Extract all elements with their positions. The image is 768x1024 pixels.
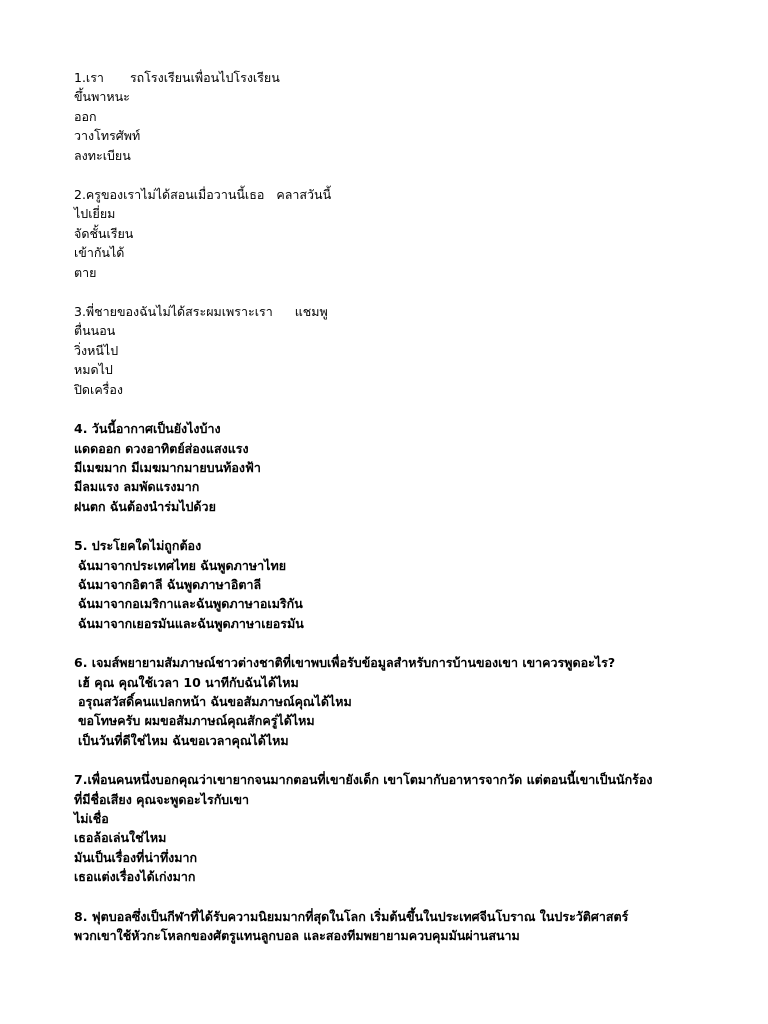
question-1-prompt-start: 1.เรา [74,70,104,85]
question-4-option-2: มีเมฆมาก มีเมฆมากมายบนท้องฟ้า [74,459,261,475]
question-2 [74,185,714,282]
question-3-option-2: วิ่งหนีไป [74,342,119,358]
question-7-option-1: ไม่เชื่อ [74,811,109,826]
question-3-prompt-start: 3.พี่ชายของฉันไม่ได้สระผมเพราะเรา [74,304,273,320]
question-7 [74,770,714,886]
question-1-option-1: ขึ้นพาหนะ [74,89,130,105]
question-8 [74,907,714,946]
question-2-option-2: จัดชั้นเรียน [74,225,134,241]
question-7-option-3: มันเป็นเรื่องที่น่าทึ่งมาก [74,849,198,865]
question-8-prompt-line-1: 8. ฟุตบอลซึ่งเป็นกีฬาที่ได้รับความนิยมมากที่สุดในโลก เริ่มต้นขึ้นในประเทศจีนโบราณ ในประวัติศาสตร์ [74,908,629,924]
question-2-option-3: เข้ากันได้ [74,245,125,261]
question-7-prompt-line-2: ที่มีชื่อเสียง คุณจะพูดอะไรกับเขา [74,791,250,807]
question-3 [74,302,714,399]
document-page [74,68,714,965]
question-3-prompt [74,302,714,321]
question-5-option-2: ฉันมาจากอิตาลี ฉันพูดภาษาอิตาลี [78,576,262,592]
question-6-prompt: 6. เจมส์พยายามสัมภาษณ์ชาวต่างชาติที่เขาพบเพื่อรับข้อมูลสำหรับการบ้านของเขา เขาควรพูดอะไร? [74,655,616,671]
question-3-option-1: ตื่นนอน [74,323,116,339]
question-5 [74,536,714,633]
question-7-option-4: เธอแต่งเรื่องได้เก่งมาก [74,869,196,885]
question-6-option-3: ขอโทษครับ ผมขอสัมภาษณ์คุณสักครู่ได้ไหม [78,713,315,729]
question-1-prompt [74,68,714,87]
question-3-option-4: ปิดเครื่อง [74,381,124,397]
question-3-option-3: หมดไป [74,362,113,378]
question-6-option-2: อรุณสวัสดิ์คนแปลกหน้า ฉันขอสัมภาษณ์คุณได้ไหม [78,693,352,709]
question-7-option-2: เธอล้อเล่นใช่ไหม [74,830,167,846]
question-1-option-3: วางโทรศัพท์ [74,128,141,144]
question-2-prompt-end: คลาสวันนี้ [276,187,332,203]
question-5-option-1: ฉันมาจากประเทศไทย ฉันพูดภาษาไทย [78,557,287,573]
question-3-prompt-end: แชมพู [294,304,328,320]
question-2-prompt-start: 2.ครูของเราไม่ได้สอนเมื่อวานนี้เธอ [74,187,265,203]
question-7-prompt-line-1: 7.เพื่อนคนหนึ่งบอกคุณว่าเขายากจนมากตอนที่เขายังเด็ก เขาโตมากับอาหารจากวัด แต่ตอนนี้เขาเป็นนักร้อง [74,772,653,788]
question-4-option-3: มีลมแรง ลมพัดแรงมาก [74,479,200,495]
question-6-option-4: เป็นวันที่ดีใช่ไหม ฉันขอเวลาคุณได้ไหม [78,732,289,748]
question-1-option-2: ออก [74,108,97,124]
question-2-option-4: ตาย [74,264,97,280]
question-4-option-4: ฝนตก ฉันต้องนำร่มไปด้วย [74,498,216,514]
question-1 [74,68,714,165]
question-8-prompt-line-2: พวกเขาใช้หัวกะโหลกของศัตรูแทนลูกบอล และสองทีมพยายามควบคุมมันผ่านสนาม [74,928,520,944]
question-6 [74,653,714,750]
question-4-prompt: 4. วันนี้อากาศเป็นยังไงบ้าง [74,421,221,437]
question-5-prompt: 5. ประโยคใดไม่ถูกต้อง [74,538,202,554]
question-1-option-4: ลงทะเบียน [74,147,131,163]
question-5-option-4: ฉันมาจากเยอรมันและฉันพูดภาษาเยอรมัน [78,615,304,631]
question-2-option-1: ไปเยี่ยม [74,206,116,222]
question-5-option-3: ฉันมาจากอเมริกาและฉันพูดภาษาอเมริกัน [78,596,303,612]
question-6-option-1: เฮ้ คุณ คุณใช้เวลา 10 นาทีกับฉันได้ไหม [78,674,299,690]
question-4-option-1: แดดออก ดวงอาทิตย์ส่องแสงแรง [74,440,249,456]
question-1-prompt-end: รถโรงเรียนเพื่อนไปโรงเรียน [129,70,280,85]
question-2-prompt [74,185,714,204]
question-4 [74,419,714,516]
